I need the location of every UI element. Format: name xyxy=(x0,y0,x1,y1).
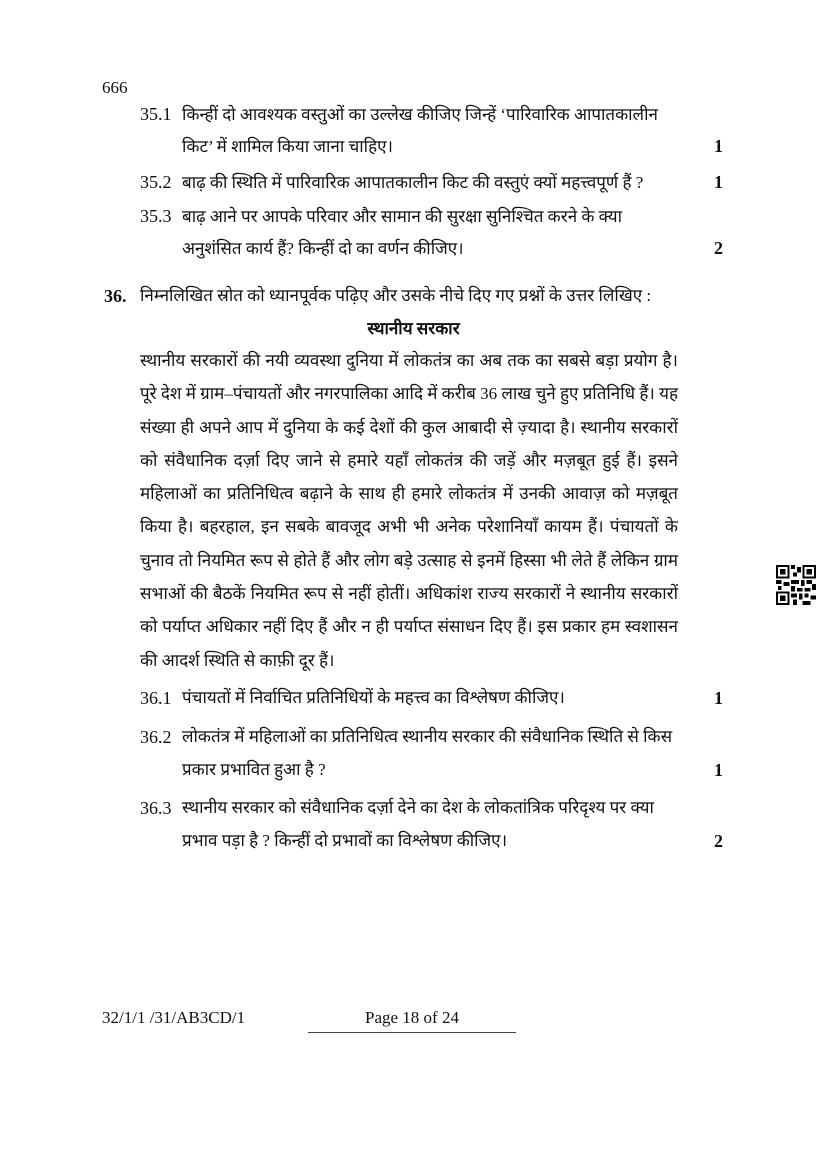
question-text-line: अनुशंसित कार्य हैं? किन्हीं दो का वर्णन कीजिए। xyxy=(182,239,464,258)
page-number-top: 666 xyxy=(102,78,128,97)
question-instruction: निम्नलिखित स्रोत को ध्यानपूर्वक पढ़िए और उसके नीचे दिए गए प्रश्नों के उत्तर लिखिए : xyxy=(140,286,652,305)
question-number: 35.1 xyxy=(140,104,172,124)
question-number: 35.3 xyxy=(140,206,172,226)
qr-code-icon xyxy=(776,565,816,605)
paper-code: 32/1/1 /31/AB3CD/1 xyxy=(102,1008,246,1027)
page-indicator: Page 18 of 24 xyxy=(308,1008,516,1033)
question-text-line: स्थानीय सरकार को संवैधानिक दर्ज़ा देने का देश के लोकतांत्रिक परिदृश्य पर क्या xyxy=(182,798,654,817)
question-number: 36.1 xyxy=(140,688,172,708)
marks: 1 xyxy=(714,136,723,156)
question-number: 36.3 xyxy=(140,798,172,818)
marks: 1 xyxy=(714,760,723,780)
question-text-line: प्रभाव पड़ा है ? किन्हीं दो प्रभावों का विश्लेषण कीजिए। xyxy=(182,831,508,850)
source-passage: स्थानीय सरकारों की नयी व्यवस्था दुनिया में लोकतंत्र का अब तक का सबसे बड़ा प्रयोग है। पूरे देश में ग्राम–पंचायतों और नगरपालिका आदि में करीब 36 लाख चुने हुए प्रतिनिधि हैं। यह संख्या ही अपने आप में दुनिया के कई देशों की कुल आबादी से ज़्यादा है। स्थानीय सरकारों को संवैधानिक दर्ज़ा दिए जाने से हमारे यहाँ लोकतंत्र की जड़ें और मज़बूत हुई हैं। इसने महिलाओं का प्रतिनिधित्व बढ़ाने के साथ ही हमारे लोकतंत्र में उनकी आवाज़ को मज़बूत किया है। बहरहाल, इन सबके बावजूद अभी भी अनेक परेशानियाँ कायम हैं। पंचायतों के चुनाव तो नियमित रूप से होते हैं और लोग बड़े उत्साह से इनमें हिस्सा भी लेते हैं लेकिन ग्राम सभाओं की बैठकें नियमित रूप से नहीं होतीं। अधिकांश राज्य सरकारों ने स्थानीय सरकारों को पर्याप्त अधिकार नहीं दिए हैं और न ही पर्याप्त संसाधन दिए हैं। इस प्रकार हम स्वशासन की आदर्श स्थिति से काफ़ी दूर हैं। xyxy=(140,351,678,670)
question-text-line: बाढ़ आने पर आपके परिवार और सामान की सुरक्षा सुनिश्चित करने के क्या xyxy=(182,207,623,226)
marks: 1 xyxy=(714,688,723,708)
question-number: 36.2 xyxy=(140,727,172,747)
marks: 2 xyxy=(714,831,723,851)
question-text-line: किट’ में शामिल किया जाना चाहिए। xyxy=(182,137,393,156)
question-number: 36. xyxy=(104,286,127,306)
question-text-line: प्रकार प्रभावित हुआ है ? xyxy=(182,760,326,779)
marks: 2 xyxy=(714,238,723,258)
question-text-line: पंचायतों में निर्वाचित प्रतिनिधियों के महत्त्व का विश्लेषण कीजिए। xyxy=(182,688,565,707)
source-title: स्थानीय सरकार xyxy=(367,319,460,338)
question-text-line: किन्हीं दो आवश्यक वस्तुओं का उल्लेख कीजिए जिन्हें ‘पारिवारिक आपातकालीन xyxy=(182,105,658,124)
question-text-line: बाढ़ की स्थिति में पारिवारिक आपातकालीन किट की वस्तुएं क्यों महत्त्वपूर्ण हैं ? xyxy=(182,173,644,192)
question-text-line: लोकतंत्र में महिलाओं का प्रतिनिधित्व स्थानीय सरकार की संवैधानिक स्थिति से किस xyxy=(182,727,673,746)
marks: 1 xyxy=(714,172,723,192)
question-number: 35.2 xyxy=(140,172,172,192)
